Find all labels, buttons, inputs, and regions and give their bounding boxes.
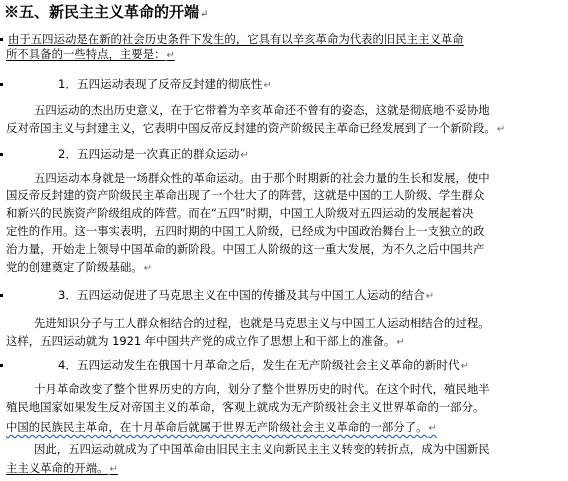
paragraph-mark: ↵ [496,124,506,135]
point-3-heading-text: 3．五四运动促进了马克思主义在中国的传播及其与中国工人运动的结合 [58,288,425,302]
conclusion-line-1 [34,442,490,456]
point-2-heading [58,147,249,163]
point-4-line-2-text: 殖民地国家如果发生反对帝国主义的革命，客观上就成为无产阶级社会主义世界革命的一部分。 [6,400,485,414]
point-2-line-2-text: 国反帝反封建的资产阶级民主革命出现了一个壮大了的阵营，这就是中国的工人阶级、学生群众 [6,188,485,202]
point-2-line-6-text: 党的创建奠定了阶级基础。 [6,260,143,274]
point-1-line-2 [6,121,505,137]
point-2-line-4-text: 定性的作用。这一事实表明，五四时期的中国工人阶级，已经成为中国政治舞台上一支独立的政 [6,224,485,238]
point-2-line-5-text: 治力量，开始走上领导中国革命的新阶段。中国工人阶级的这一重大发展，为不久之后中国共产 [6,242,485,256]
paragraph-mark: ↵ [425,291,435,302]
intro-line-1-text: 由于五四运动是在新的社会历史条件下发生的，它具有以辛亥革命为代表的旧民主主义革命 [8,32,464,46]
point-3-line-1-text: 先进知识分子与工人群众相结合的过程，也就是马克思主义与中国工人运动相结合的过程。 [34,316,490,330]
paragraph-marker [0,364,3,367]
paragraph-mark: ↵ [143,263,153,274]
point-3-line-2-text: 这样，五四运动就为 1921 年中国共产党的成立作了思想上和干部上的准备。 [6,334,396,348]
paragraph-mark: ↵ [263,80,272,91]
point-3-line-1 [34,316,490,330]
point-2-line-1 [34,171,490,185]
paragraph-mark: ↵ [428,423,437,434]
point-1-line-2-text: 反对帝国主义与封建主义，它表明中国反帝反封建的资产阶级民主革命已经发展到了一个新阶段。 [6,121,496,135]
point-1-line-1 [34,103,490,117]
point-3-heading [58,288,434,304]
point-2-line-6 [6,260,152,276]
point-4-line-3 [6,420,437,436]
section-title [4,2,208,25]
conclusion-line-1-text: 因此，五四运动就成为了中国革命由旧民主主义向新民主主义转变的转折点，成为中国新民 [34,442,490,456]
point-4-heading-text: 4．五四运动发生在俄国十月革命之后，发生在无产阶级社会主义革命的新时代 [58,358,460,372]
point-4-line-2 [6,400,484,414]
conclusion-line-2-text: 主主义革命的开端。 [6,461,109,475]
point-3-line-2 [6,334,405,350]
conclusion-line-2 [6,461,118,477]
paragraph-marker [0,38,3,41]
paragraph-marker [0,294,3,297]
paragraph-marker [0,83,3,86]
point-2-line-3 [6,206,473,220]
intro-line-2-text: 所不具备的一些特点，主要是： [6,47,166,61]
point-1-heading [58,77,272,93]
point-4-line-1 [34,382,490,396]
point-4-line-3-text: 中国的民族民主革命，在十月革命后就属于世界无产阶级社会主义革命的一部分了。 [6,420,428,434]
paragraph-mark: ↵ [396,337,405,348]
point-2-line-5 [6,242,484,256]
paragraph-mark: ↵ [109,464,118,475]
paragraph-mark: ↵ [460,361,469,372]
section-title-text: ※五、新民主主义革命的开端 [4,3,200,21]
paragraph-mark: ↵ [166,50,175,61]
point-2-heading-text: 2．五四运动是一次真正的群众运动 [58,147,240,161]
intro-line-1 [8,32,464,46]
point-2-line-3-text: 和新兴的民族资产阶级组成的阵营。而在“五四”时期，中国工人阶级对五四运动的发展起着决 [6,206,474,220]
point-1-line-1-text: 五四运动的杰出历史意义，在于它带着为辛亥革命还不曾有的姿态，这就是彻底地不妥协地 [34,103,490,117]
point-2-line-1-text: 五四运动本身就是一场群众性的革命运动。由于那个时期新的社会力量的生长和发展，使中 [34,171,490,185]
point-2-line-4 [6,224,484,238]
paragraph-mark: ↵ [200,9,209,20]
paragraph-mark: ↵ [240,150,249,161]
intro-line-2 [6,47,175,63]
point-1-heading-text: 1．五四运动表现了反帝反封建的彻底性 [58,77,263,91]
point-4-line-1-text: 十月革命改变了整个世界历史的方向，划分了整个世界历史的时代。在这个时代，殖民地半 [34,382,490,396]
point-4-heading [58,358,469,374]
paragraph-marker [0,153,3,156]
point-2-line-2 [6,188,484,202]
